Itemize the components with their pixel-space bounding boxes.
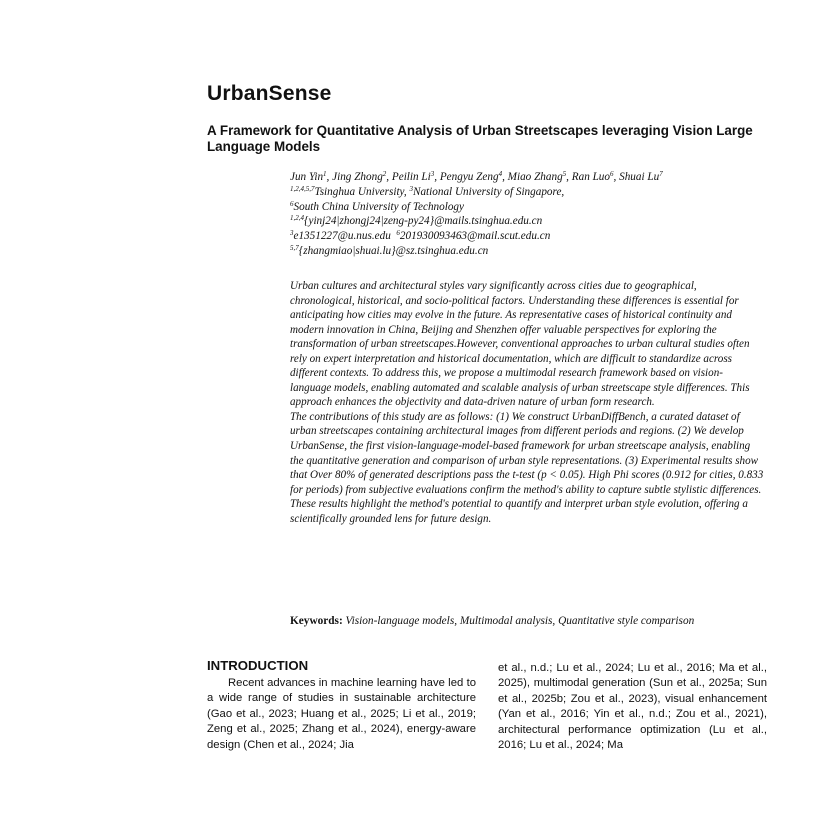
abstract-paragraph: These results highlight the method's potential to quantify and interpret urban style evolution, offering a scientifically grounded lens for future design.: [290, 498, 748, 525]
abstract-paragraph: Urban cultures and architectural styles vary significantly across cities due to geographical, chronological, historical, and socio-political factors. Understanding these differences is essential for anticipating how cities may evolve in the future. As representative cases of historical continuity and modern innovation in China, Beijing and Shenzhen offer valuable perspectives for exploring the transformation of urban streetscapes.However, conventional approaches to urban cultural studies often rely on expert interpretation and historical documentation, which are difficult to standardize across different contexts. To address this, we propose a multimodal research framework based on vision-language models, enabling automated and scalable analysis of urban streetscape style differences. This approach enhances the objectivity and data-driven nature of urban form research.: [290, 280, 750, 409]
abstract-paragraph: The contributions of this study are as follows: (1) We construct UrbanDiffBench, a curated dataset of urban streetscapes containing architectural images from different periods and regions. (2) We develop UrbanSense, the first vision-language-model-based framework for urban streetscape analysis, enabling the quantitative generation and comparison of urban style representations. (3) Experimental results show that Over 80% of generated descriptions pass the t-test (p < 0.05). High Phi scores (0.912 for cities, 0.833 for periods) from subjective evaluations confirm the method's ability to capture subtle stylistic differences.: [290, 410, 764, 496]
author-name: Jing Zhong: [332, 171, 383, 183]
author-block: [290, 170, 770, 259]
author-sup: 5: [562, 170, 567, 178]
section-heading: INTRODUCTION: [207, 658, 309, 673]
author-name: Shuai Lu: [619, 171, 660, 183]
author-name: Miao Zhang: [507, 171, 563, 183]
email-sup: 1,2,4: [290, 214, 304, 223]
author-sup: 7: [659, 170, 663, 178]
abstract: [290, 279, 764, 526]
author-name: Peilin Li: [391, 171, 431, 183]
email-text: 201930093463@mail.scut.edu.cn: [399, 230, 551, 243]
body-column-left: Recent advances in machine learning have led to a wide range of studies in sustainable architecture (Gao et al., 2023; Huang et al., 2025; Li et al., 2019; Zeng et al., 2025; Zhang et al., 2024), energy-aware design (Chen et al., 2024; Jia: [207, 677, 476, 751]
author-name: Pengyu Zeng: [439, 171, 499, 183]
affiliation-line: [290, 200, 770, 215]
affiliation-text: Tsinghua University,: [314, 185, 410, 198]
author-name: Jun Yin: [290, 171, 324, 183]
author-sup: 4: [498, 170, 503, 178]
body-column-right: et al., n.d.; Lu et al., 2024; Lu et al., 2016; Ma et al., 2025), multimodal generation (Sun et al., 2025a; Sun et al., 2025b; Zou et al., 2023), visual enhancement (Yan et al., 2016; Yin et al., n.d.; Zou et al., 2021), architectural performance optimization (Lu et al., 2016; Lu et al., 2024; Ma: [498, 662, 767, 752]
author-sup: 6: [610, 170, 614, 178]
email-sup: 6: [396, 229, 400, 238]
email-line: [290, 229, 770, 244]
paper-title: UrbanSense: [207, 82, 332, 105]
email-text: {zhangmiao|shuai.lu}@sz.tsinghua.edu.cn: [298, 244, 489, 257]
affiliation-sup: 1,2,4,5,7: [290, 184, 315, 193]
affiliation-text: South China University of Technology: [293, 200, 464, 213]
affiliation-sup: 3: [409, 184, 413, 193]
email-line: [290, 214, 770, 229]
affiliation-text: National University of Singapore,: [413, 185, 565, 198]
affiliation-line: [290, 185, 770, 200]
author-sup: 3: [430, 170, 435, 178]
paper-subtitle: A Framework for Quantitative Analysis of Urban Streetscapes leveraging Vision Large Language Models: [207, 123, 753, 154]
affiliation-sup: 6: [290, 199, 294, 208]
email-text: e1351227@u.nus.edu: [293, 230, 391, 243]
keywords-label: Keywords:: [290, 615, 343, 627]
author-sup: 2: [382, 170, 387, 178]
author-line: Jun Yin$^1$, Jing Zhong$^2$, Peilin Li$^3$, Pengyu Zeng$^4$, Miao Zhang$^5$, Ran Luo$^6$, Shuai Lu$^7$: [290, 170, 663, 183]
email-text: {yinj24|zhongj24|zeng-py24}@mails.tsinghua.edu.cn: [304, 215, 543, 228]
author-sup: 1: [323, 170, 327, 178]
keywords: [290, 614, 790, 628]
author-name: Ran Luo: [571, 171, 610, 183]
email-sup: 3: [290, 229, 294, 238]
email-sup: 5,7: [290, 243, 299, 252]
keywords-text: Vision-language models, Multimodal analysis, Quantitative style comparison: [345, 615, 695, 627]
email-line: [290, 244, 770, 259]
